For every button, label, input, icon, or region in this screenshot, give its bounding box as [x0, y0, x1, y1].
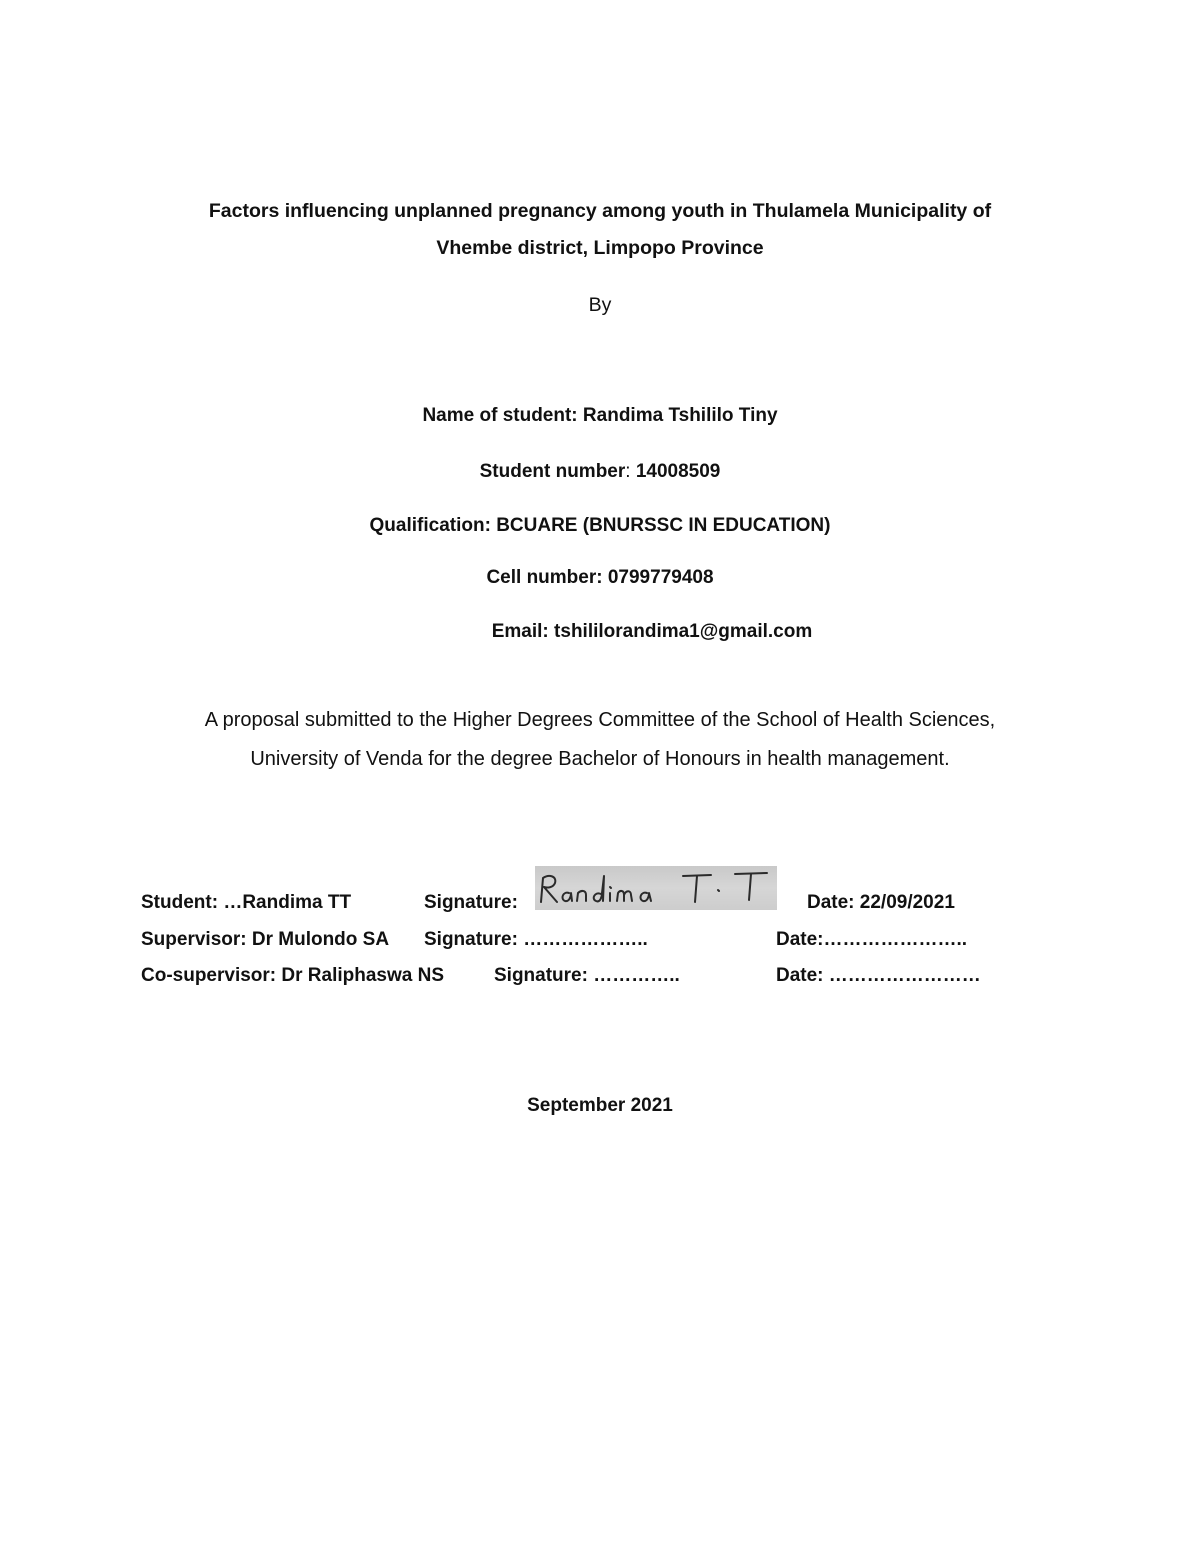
qualification-label: Qualification:: [369, 515, 491, 536]
co-supervisor-label: Co-supervisor: Dr Raliphaswa NS: [141, 965, 445, 986]
handwritten-signature-image: [535, 866, 777, 910]
student-label: Student: …Randima TT: [141, 892, 352, 913]
cell-number-label: Cell number:: [486, 567, 603, 588]
signature-scribble: [535, 866, 777, 910]
student-date: Date: 22/09/2021: [807, 892, 955, 913]
student-number-line: [0, 461, 1200, 483]
title-line-1: Factors influencing unplanned pregnancy among youth in Thulamela Municipality of: [208, 200, 992, 222]
supervisor-date: Date:…………………..: [776, 929, 968, 950]
co-supervisor-signature-label: Signature: …………..: [494, 965, 680, 986]
proposal-line-2: University of Venda for the degree Bachelor of Honours in health management.: [250, 748, 950, 770]
email-label: Email:: [491, 621, 549, 642]
supervisor-label: Supervisor: Dr Mulondo SA: [141, 929, 390, 950]
student-name-label: Name of student:: [422, 405, 578, 426]
student-number-label: Student number: [479, 461, 626, 482]
student-name-value: Randima Tshililo Tiny: [582, 405, 778, 426]
student-number-value: 14008509: [635, 461, 721, 482]
cell-number-value: 0799779408: [607, 567, 714, 588]
title-line-2: Vhembe district, Limpopo Province: [436, 237, 764, 259]
student-signature-label: Signature:: [424, 892, 518, 913]
student-number-separator: :: [625, 461, 631, 482]
email-line: [52, 621, 1200, 643]
co-supervisor-date: Date: ……………………: [776, 965, 981, 986]
qualification-value: BCUARE (BNURSSC IN EDUCATION): [496, 515, 831, 536]
proposal-line-1: A proposal submitted to the Higher Degrees Committee of the School of Health Sciences,: [204, 709, 996, 731]
student-name-line: [0, 405, 1200, 427]
by-label: By: [588, 294, 612, 316]
supervisor-signature-label: Signature: ………………..: [424, 929, 648, 950]
qualification-line: [0, 515, 1200, 537]
email-value: tshililorandima1@gmail.com: [554, 621, 813, 642]
submission-date: September 2021: [527, 1095, 673, 1116]
cell-number-line: [0, 567, 1200, 589]
